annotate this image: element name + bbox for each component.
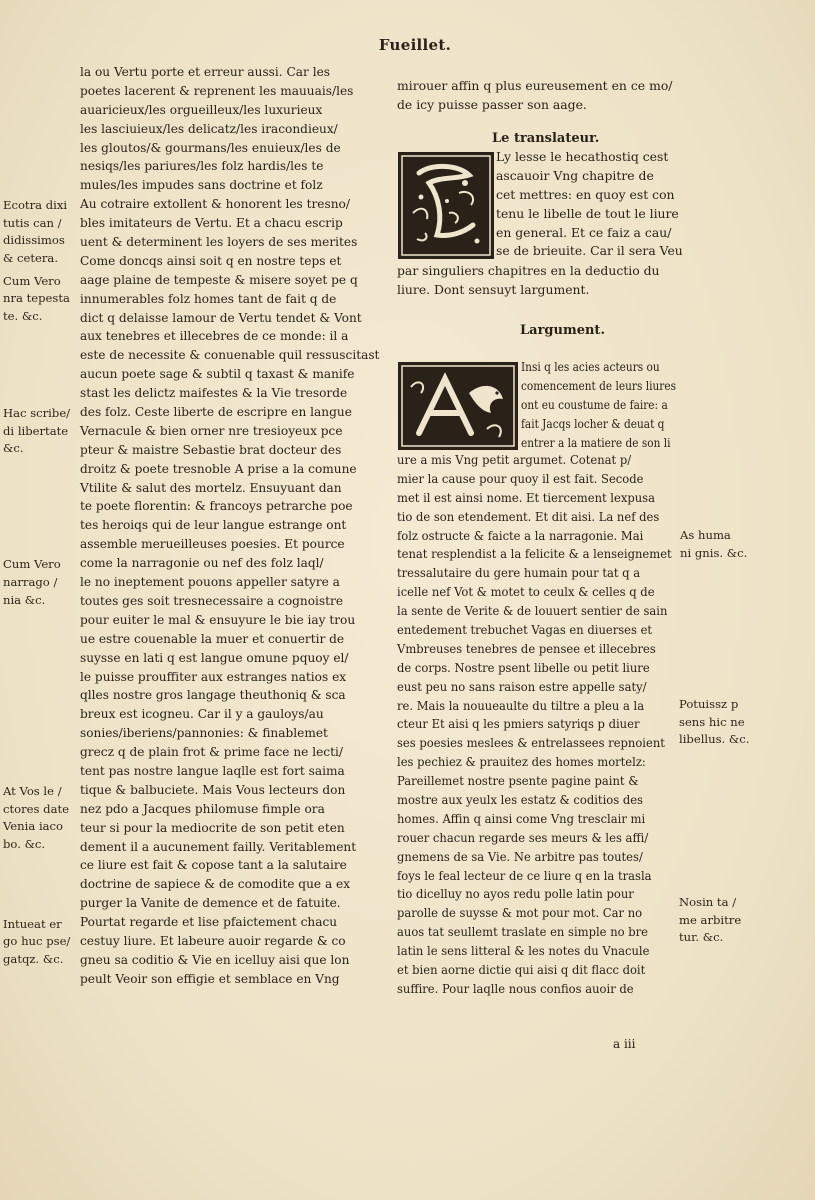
text-line: entedement trebuchet Vagas en diuerses et (397, 622, 653, 638)
text-line: gneu sa coditio & Vie en icelluy aisi que lon (80, 951, 350, 967)
text-line: dict q delaisse lamour de Vertu tendet & Vont (80, 309, 362, 325)
gloss-line: Cum Vero (3, 557, 61, 572)
animal-initial-icon (399, 363, 517, 449)
left-margin-gloss (3, 556, 61, 609)
gloss-line: ni gnis. &c. (680, 545, 748, 560)
text-line: parolle de suysse & mot pour mot. Car no (397, 905, 643, 921)
text-line: sonies/iberiens/pannonies: & finablemet (80, 725, 328, 741)
text-line: tio de son etendement. Et dit aisi. La nef des (397, 508, 660, 524)
text-line: nesiqs/les pariures/les folz hardis/les te (80, 158, 324, 174)
translateur-heading: Le translateur. (492, 131, 600, 146)
gloss-line: Ecotra dixi (3, 198, 68, 213)
folio-header: Fueillet. (378, 36, 452, 54)
floral-initial-icon (399, 153, 493, 258)
text-line: mier la cause pour quoy il est fait. Secode (397, 470, 644, 486)
gloss-line: Venia iaco (3, 819, 64, 834)
text-line: auaricieux/les orgueilleux/les luxurieux (80, 101, 323, 117)
text-line: teur si pour la mediocrite de son petit eten (80, 819, 345, 835)
gloss-line: bo. &c. (3, 836, 46, 851)
text-line: en general. Et ce faiz a cau/ (496, 224, 672, 240)
text-line: innumerables folz homes tant de fait q de (80, 290, 337, 306)
text-line: gnemens de sa Vie. Ne arbitre pas toutes/ (397, 848, 643, 864)
text-line: mostre aux yeulx les estatz & coditios des (397, 792, 643, 808)
text-line: aage plaine de tempeste & misere soyet pe q (80, 271, 358, 287)
gloss-line: libellus. &c. (679, 732, 750, 747)
translateur-text-beside-initial (496, 148, 683, 261)
text-line: de icy puisse passer son aage. (397, 96, 587, 112)
right-margin-gloss (679, 696, 749, 749)
gloss-line: &c. (3, 441, 24, 456)
text-line: fait Jacqs locher & deuat q (521, 415, 665, 431)
gloss-line: narrago / (3, 574, 58, 589)
text-line: ascauoir Vng chapitre de (496, 167, 654, 183)
text-line: te poete florentin: & francoys petrarche poe (80, 498, 353, 514)
text-line: les lasciuieux/les delicatz/les iracondieux/ (80, 120, 338, 136)
text-line: tio dicelluy no ayos redu polle latin pour (397, 886, 634, 902)
gloss-line: gatqz. &c. (3, 951, 64, 966)
text-line: liure. Dont sensuyt largument. (397, 281, 590, 297)
text-line: assemble merueilleuses poesies. Et pource (80, 536, 345, 552)
text-line: met il est ainsi nome. Et tiercement lexpusa (397, 489, 656, 505)
text-line: dement il a aucunement failly. Veritablement (80, 838, 357, 854)
text-line: este de necessite & conuenable quil ressuscitast (80, 347, 380, 363)
gloss-line: Hac scribe/ (3, 406, 71, 421)
text-line: breux est icogneu. Car il y a gauloys/au (80, 706, 324, 722)
text-line: Au cotraire extollent & honorent les tresno/ (80, 196, 350, 212)
text-line: Ly lesse le hecathostiq cest (496, 149, 669, 164)
text-line: mules/les impudes sans doctrine et folz (80, 177, 323, 193)
argument-heading: Largument. (520, 323, 605, 338)
text-line: uent & determinent les loyers de ses merites (80, 234, 358, 250)
text-line: aux tenebres et illecebres de ce monde: il a (80, 328, 349, 344)
text-line: Vmbreuses tenebres de pensee et illecebres (397, 640, 656, 656)
argument-text-beside-initial (521, 358, 703, 452)
text-line: tenat resplendist a la felicite & a lenseignemet (397, 546, 672, 562)
text-line: la sente de Verite & de louuert sentier de sain (397, 603, 668, 619)
text-line: tes heroiqs qui de leur langue estrange ont (80, 517, 347, 533)
text-line: cestuy liure. Et labeure auoir regarde & co (80, 932, 346, 948)
text-line: Vtilite & salut des mortelz. Ensuyuant dan (80, 479, 342, 495)
text-line: ses poesies meslees & entrelassees repnoient (397, 735, 665, 751)
text-line: pour euiter le mal & ensuyure le bie iay trou (80, 611, 356, 627)
text-line: stast les delictz maifestes & la Vie tresorde (80, 385, 348, 401)
argument-text (397, 451, 692, 999)
left-margin-gloss (3, 273, 70, 326)
text-line: cet mettres: en quoy est con (496, 186, 675, 202)
text-line: foys le feal lecteur de ce liure q en la trasla (397, 867, 652, 883)
gloss-line: Cum Vero (3, 273, 61, 288)
gloss-line: di libertate (3, 423, 69, 438)
text-line: doctrine de sapiece & de comodite que a ex (80, 876, 351, 892)
text-line: rouer chacun regarde ses meurs & les affi/ (397, 829, 649, 845)
text-line: tent pas nostre langue laqlle est fort saima (80, 762, 345, 778)
text-line: et bien aorne dictie qui aisi q dit flacc doit (397, 962, 646, 978)
text-line: la ou Vertu porte et erreur aussi. Car les (80, 64, 331, 79)
text-line: eust peu no sans raison estre appelle saty/ (397, 678, 647, 694)
text-line: ce liure est fait & copose tant a la salutaire (80, 857, 347, 873)
text-line: les gloutos/& gourmans/les enuieux/les de (80, 139, 341, 155)
text-line: icelle nef Vot & motet to ceulx & celles q de (397, 584, 655, 600)
gloss-line: Nosin ta / (679, 895, 737, 909)
gloss-line: go huc pse/ (3, 934, 71, 949)
right-column-opening (397, 77, 672, 115)
gloss-line: Intueat er (3, 916, 62, 931)
gloss-line: nra tepesta (3, 291, 70, 306)
text-line: tique & balbuciete. Mais Vous lecteurs don (80, 781, 346, 797)
translateur-text (397, 262, 660, 300)
text-line: de corps. Nostre psent libelle ou petit liure (397, 659, 650, 675)
text-line: Pourtat regarde et lise pfaictement chacu (80, 914, 338, 930)
text-line: peult Veoir son effigie et semblace en Vng (80, 970, 340, 986)
text-line: Pareillemet nostre psente pagine paint & (397, 773, 639, 789)
text-line: droitz & poete tresnoble A prise a la comune (80, 460, 357, 476)
right-margin-gloss (679, 894, 741, 947)
gloss-line: ctores date (3, 801, 70, 816)
decorated-initial-l-woodcut (398, 152, 494, 259)
text-line: homes. Affin q ainsi come Vng tresclair mi (397, 810, 646, 826)
gloss-line: me arbitre (679, 912, 742, 927)
text-line: Vernacule & bien orner nre tresioyeux pce (80, 422, 343, 438)
text-line: Insi q les acies acteurs ou (521, 359, 660, 374)
gloss-line: tur. &c. (679, 930, 724, 945)
text-line: toutes ges soit tresnecessaire a cognoistre (80, 592, 344, 608)
text-line: suysse en lati q est langue omune pquoy el/ (80, 649, 349, 665)
text-line: ure a mis Vng petit argumet. Cotenat p/ (397, 452, 632, 467)
text-line: ue estre couenable la muer et conuertir de (80, 630, 345, 646)
text-line: ont eu coustume de faire: a (521, 396, 668, 412)
text-line: purger la Vanite de demence et de fatuite. (80, 895, 341, 911)
left-margin-gloss (3, 197, 67, 267)
gloss-line: nia &c. (3, 592, 46, 607)
text-line: le no ineptement pouons appeller satyre a (80, 574, 340, 590)
gloss-line: Potuissz p (679, 697, 739, 711)
text-line: comencement de leurs liures (521, 377, 677, 393)
decorated-initial-a-woodcut (398, 362, 518, 450)
text-line: cteur Et aisi q les pmiers satyriqs p diuer (397, 716, 640, 732)
gloss-line: te. &c. (3, 309, 43, 324)
text-line: par singuliers chapitres en la deductio du (397, 263, 660, 278)
text-line: tenu le libelle de tout le liure (496, 205, 679, 221)
gloss-line: & cetera. (3, 251, 59, 266)
left-column-text (80, 63, 386, 989)
text-line: grecz q de plain frot & prime face ne lecti/ (80, 744, 343, 760)
left-margin-gloss (3, 405, 70, 458)
text-line: re. Mais la nouueaulte du tiltre a pleu a la (397, 697, 645, 713)
right-margin-gloss (680, 527, 747, 562)
text-line: pteur & maistre Sebastie brat docteur des (80, 441, 342, 457)
text-line: entrer a la matiere de son li (521, 434, 671, 450)
text-line: se de brieuite. Car il sera Veu (496, 243, 683, 259)
text-line: nez pdo a Jacques philomuse fimple ora (80, 800, 325, 816)
gloss-line: tutis can / (3, 215, 62, 230)
gloss-line: sens hic ne (679, 714, 745, 729)
left-margin-gloss (3, 916, 70, 969)
text-line: folz ostructe & faicte a la narragonie. Mai (397, 527, 644, 543)
gloss-line: didissimos (3, 233, 65, 248)
text-line: aucun poete sage & subtil q taxast & manife (80, 366, 355, 382)
text-line: latin le sens litteral & les notes du Vnacule (397, 943, 650, 959)
left-margin-gloss (3, 783, 69, 853)
text-line: mirouer affin q plus eureusement en ce mo/ (397, 78, 673, 93)
text-line: come la narragonie ou nef des folz laql/ (80, 555, 324, 571)
text-line: Come doncqs ainsi soit q en nostre teps et (80, 252, 342, 268)
text-line: auos tat seullemt traslate en simple no bre (397, 924, 648, 940)
text-line: bles imitateurs de Vertu. Et a chacu escrip (80, 215, 343, 231)
gloss-line: As huma (680, 528, 731, 542)
text-line: le puisse prouffiter aux estranges natios ex (80, 668, 347, 684)
text-line: poetes lacerent & reprenent les mauuais/les (80, 82, 354, 98)
text-line: des folz. Ceste liberte de escripre en langue (80, 404, 352, 420)
signature-mark: a iii (613, 1037, 636, 1051)
text-line: qlles nostre gros langage theuthoniq & sca (80, 687, 346, 703)
text-line: les pechiez & prauitez des homes mortelz: (397, 754, 646, 770)
text-line: tressalutaire du gere humain pour tat q a (397, 565, 641, 581)
gloss-line: At Vos le / (3, 784, 62, 799)
text-line: suffire. Pour laqlle nous confios auoir de (397, 980, 634, 996)
